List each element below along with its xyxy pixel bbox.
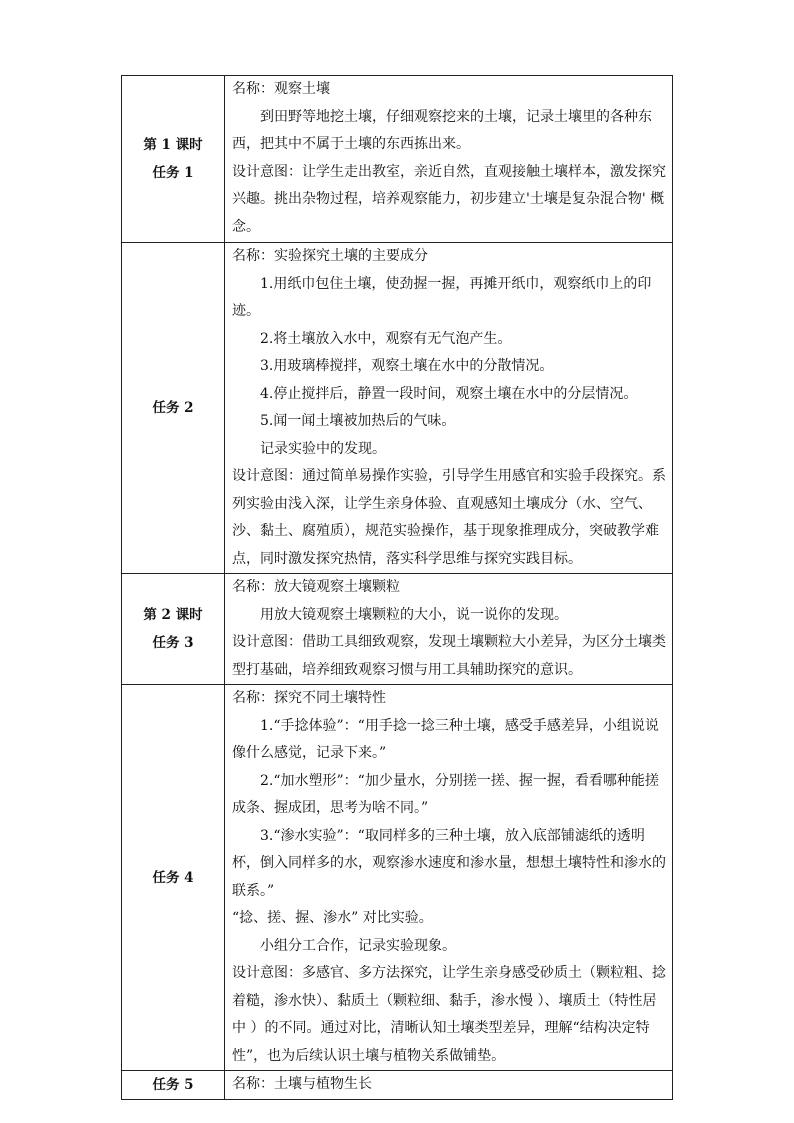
design-intent: 设计意图：让学生走出教室，亲近自然，直观接触土壤样本，激发探究兴趣。挑出杂物过程，培养观察能力，初步建立'土壤是复杂混合物' 概念。 <box>232 163 666 235</box>
task-label: 任务 3 <box>152 635 194 651</box>
row-label-cell <box>122 685 225 1071</box>
row-content-cell <box>225 243 673 574</box>
row-content-cell <box>225 76 673 243</box>
table-row <box>122 1071 673 1100</box>
task-instruction: 到田野等地挖土壤，仔细观察挖来的土壤，记录土壤里的各种东西，把其中不属于土壤的东西拣出来。 <box>232 108 652 152</box>
step-2: 2.“加水塑形”：“加少量水，分别搓一搓、握一握，看看哪种能搓成条、握成团，思考为啥不同。” <box>232 772 659 816</box>
design-intent: 设计意图：多感官、多方法探究，让学生亲身感受砂质土（颗粒粗、捻着糙，渗水快）、黏质土（颗粒细、黏手，渗水慢 ）、壤质土（特性居中 ）的不同。通过对比，清晰认知土壤类型差异，理解“结构决定特性”，也为后续认识土壤与植物关系做铺垫。 <box>232 965 666 1064</box>
task-name: 名称：放大镜观察土壤颗粒 <box>232 579 400 595</box>
step-3: 3.用玻璃棒搅拌，观察土壤在水中的分散情况。 <box>260 358 554 374</box>
row-label-cell <box>122 76 225 243</box>
lesson-label: 第 2 课时 <box>143 607 203 623</box>
task-name: 名称：观察土壤 <box>232 81 330 97</box>
step-1: 1.“手捻体验”：“用手捻一捻三种土壤，感受手感差异，小组说说像什么感觉，记录下来。” <box>232 717 659 761</box>
row-label-cell <box>122 574 225 685</box>
step-2: 2.将土壤放入水中，观察有无气泡产生。 <box>260 330 512 347</box>
table-row <box>122 574 673 685</box>
step-4: 4.停止搅拌后，静置一段时间，观察土壤在水中的分层情况。 <box>260 385 638 402</box>
task-instruction: 用放大镜观察土壤颗粒的大小，说一说你的发现。 <box>260 606 568 623</box>
table-row <box>122 685 673 1071</box>
task-name: 名称：探究不同土壤特性 <box>232 690 386 706</box>
step-3: 3.“渗水实验”：“取同样多的三种土壤，放入底部铺滤纸的透明杯，倒入同样多的水，观察渗水速度和渗水量，想想土壤特性和渗水的联系。” <box>232 827 666 899</box>
task-name: 名称：土壤与植物生长 <box>232 1076 372 1092</box>
record-note: 小组分工合作，记录实验现象。 <box>260 937 456 954</box>
record-note: 记录实验中的发现。 <box>260 440 386 457</box>
task-label: 任务 2 <box>152 400 194 416</box>
task-label: 任务 1 <box>152 165 194 181</box>
comparison-note: “捻、搓、握、渗水” 对比实验。 <box>232 910 433 926</box>
row-content-cell <box>225 574 673 685</box>
lesson-task-table <box>121 75 673 1100</box>
lesson-label: 第 1 课时 <box>143 137 203 153</box>
design-intent: 设计意图：通过简单易操作实验，引导学生用感官和实验手段探究。系列实验由浅入深，让学生亲身体验、直观感知土壤成分（水、空气、沙、黏土、腐殖质），规范实验操作，基于现象推理成分，突破教学难点，同时激发探究热情，落实科学思维与探究实践目标。 <box>232 468 666 567</box>
step-1: 1.用纸巾包住土壤，使劲握一握，再摊开纸巾，观察纸巾上的印迹。 <box>232 275 652 319</box>
task-name: 名称：实验探究土壤的主要成分 <box>232 248 428 264</box>
task-label: 任务 4 <box>152 869 194 886</box>
row-label-cell <box>122 243 225 574</box>
table-row <box>122 243 673 574</box>
row-content-cell <box>225 685 673 1071</box>
step-5: 5.闻一闻土壤被加热后的气味。 <box>260 413 456 429</box>
row-content-cell <box>225 1071 673 1100</box>
task-label: 任务 5 <box>152 1077 194 1093</box>
table-row <box>122 76 673 243</box>
row-label-cell <box>122 1071 225 1100</box>
design-intent: 设计意图：借助工具细致观察，发现土壤颗粒大小差异，为区分土壤类型打基础，培养细致观察习惯与用工具辅助探究的意识。 <box>232 634 666 678</box>
